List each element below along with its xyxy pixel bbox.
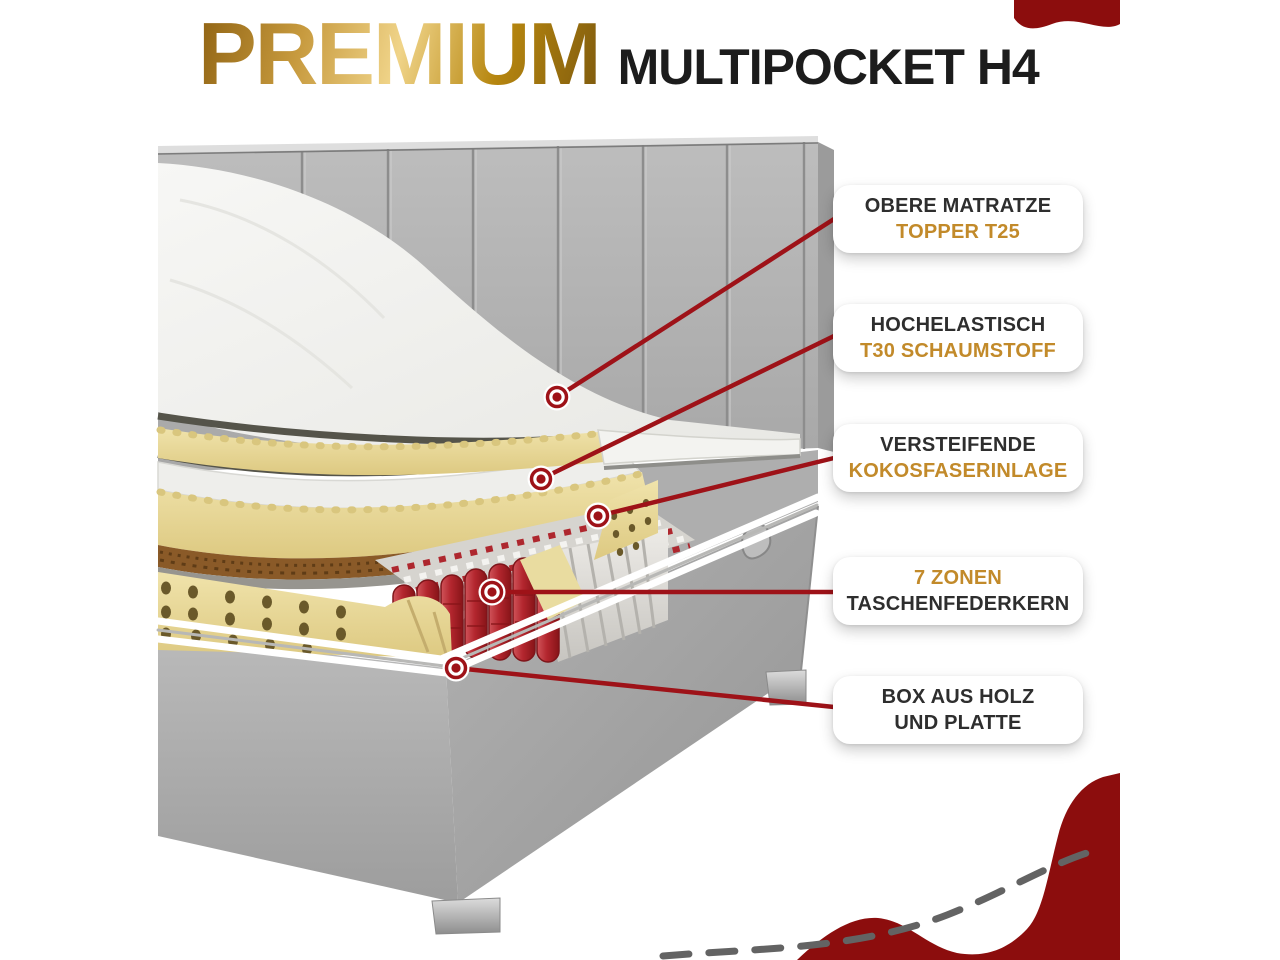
bed-foot-left (432, 898, 500, 934)
callout-card-topper (833, 185, 1083, 253)
callout-card-box (833, 676, 1083, 744)
model-word: MULTIPOCKET H4 (617, 39, 1039, 95)
callout-card-coco (833, 424, 1083, 492)
callout-line1: 7 ZONEN (913, 567, 1003, 589)
callout-line1: HOCHELASTISCH (870, 314, 1046, 336)
callout-line1: BOX AUS HOLZ (881, 686, 1035, 708)
callout-line2: TASCHENFEDERKERN (846, 593, 1070, 615)
callout-marker-icon (443, 655, 470, 682)
callout-line2: TOPPER T25 (896, 221, 1020, 243)
callout-marker-icon (528, 466, 555, 493)
page-title (198, 4, 1039, 103)
callout-card-springs (833, 557, 1083, 625)
bottom-right-red-wave (797, 773, 1120, 960)
callout-card-foam (833, 304, 1083, 372)
callout-line2: UND PLATTE (894, 712, 1022, 734)
callout-line1: OBERE MATRATZE (864, 195, 1052, 217)
callout-line2: T30 SCHAUMSTOFF (860, 340, 1056, 362)
callout-marker-icon (585, 503, 612, 530)
callout-line1: VERSTEIFENDE (880, 434, 1036, 456)
callout-line2: KOKOSFASERINLAGE (848, 460, 1068, 482)
brand-word: PREMIUM (198, 4, 600, 103)
callout-marker-icon (479, 579, 506, 606)
callout-marker-icon (544, 384, 571, 411)
